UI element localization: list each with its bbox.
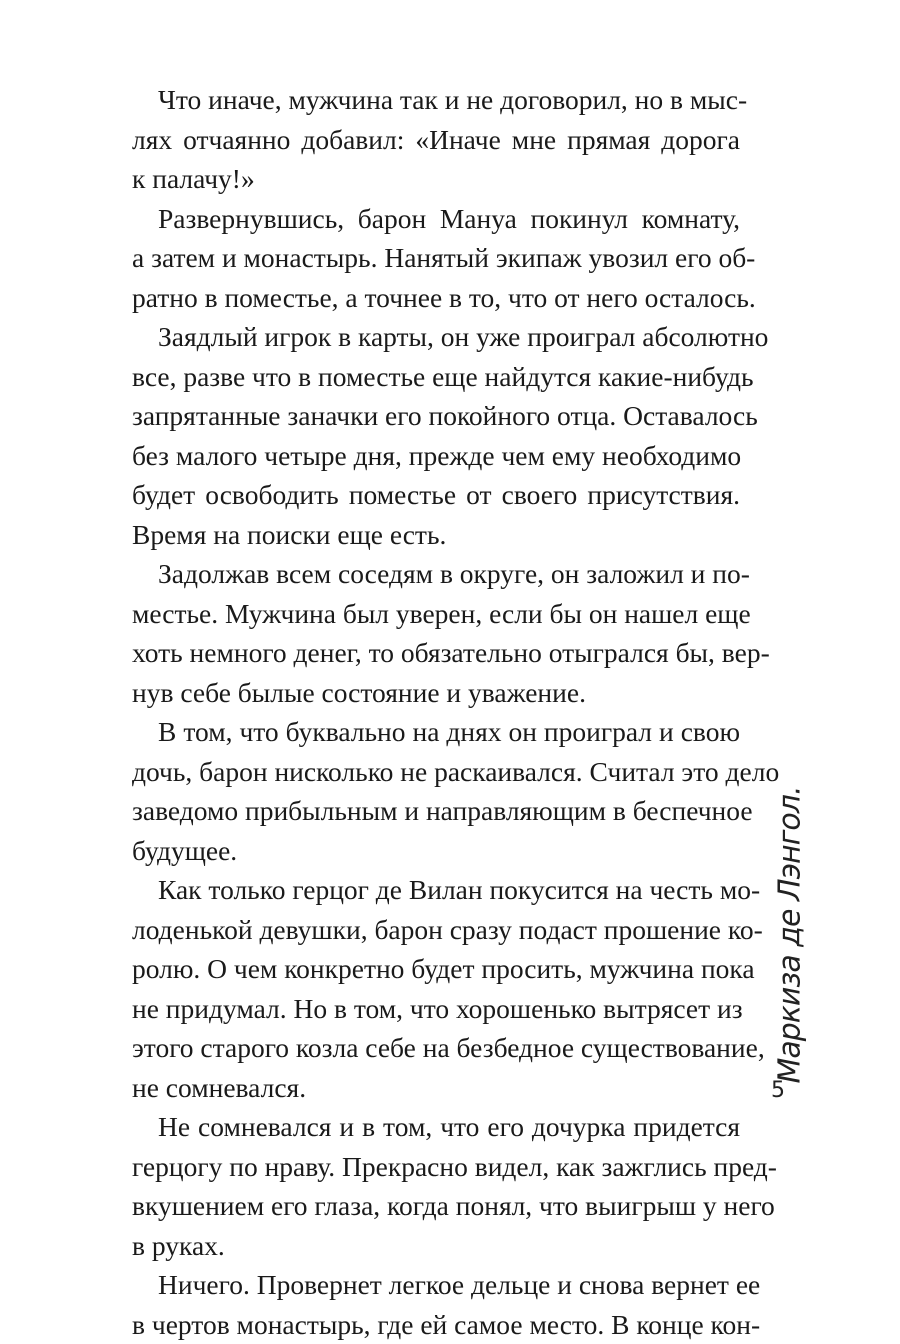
text-line: заведомо прибыльным и направляющим в беспечное (132, 791, 740, 831)
text-line: Задолжав всем соседям в округе, он заложил и по- (132, 554, 740, 594)
text-line: Не сомневался и в том, что его дочурка придется (132, 1107, 740, 1147)
text-line: В том, что буквально на днях он проиграл и свою (132, 712, 740, 752)
text-line: дочь, барон нисколько не раскаивался. Считал это дело (132, 752, 740, 792)
text-line: без малого четыре дня, прежде чем ему необходимо (132, 436, 740, 476)
text-line: местье. Мужчина был уверен, если бы он нашел еще (132, 594, 740, 634)
page-number: 5 (765, 1078, 791, 1103)
text-line: Время на поиски еще есть. (132, 515, 740, 555)
text-line: Заядлый игрок в карты, он уже проиграл абсолютно (132, 317, 740, 357)
text-line: Развернувшись, барон Мануа покинул комнату, (132, 199, 740, 239)
text-line: будет освободить поместье от своего присутствия. (132, 475, 740, 515)
text-line: не сомневался. (132, 1068, 740, 1108)
text-line: Что иначе, мужчина так и не договорил, но в мыс- (132, 80, 740, 120)
text-line: этого старого козла себе на безбедное существование, (132, 1028, 740, 1068)
author-signature (738, 830, 842, 1040)
text-line: запрятанные заначки его покойного отца. Оставалось (132, 396, 740, 436)
text-line: а затем и монастырь. Нанятый экипаж увозил его об- (132, 238, 740, 278)
text-line: к палачу!» (132, 159, 740, 199)
text-line: в чертов монастырь, где ей самое место. В конце кон- (132, 1305, 740, 1344)
text-line: Ничего. Провернет легкое дельце и снова вернет ее (132, 1265, 740, 1305)
text-line: ратно в поместье, а точнее в то, что от него осталось. (132, 278, 740, 318)
text-line: в руках. (132, 1226, 740, 1266)
text-line: лоденькой девушки, барон сразу подаст прошение ко- (132, 910, 740, 950)
body-text (132, 80, 740, 1344)
author-signature-text: Маркиза де Лэнгол. (773, 787, 808, 1084)
text-line: вкушением его глаза, когда понял, что выигрыш у него (132, 1186, 740, 1226)
text-line: лях отчаянно добавил: «Иначе мне прямая дорога (132, 120, 740, 160)
text-line: хоть немного денег, то обязательно отыгрался бы, вер- (132, 633, 740, 673)
text-line: нув себе былые состояние и уважение. (132, 673, 740, 713)
text-line: ролю. О чем конкретно будет просить, мужчина пока (132, 949, 740, 989)
text-line: все, разве что в поместье еще найдутся какие-нибудь (132, 357, 740, 397)
text-line: Как только герцог де Вилан покусится на честь мо- (132, 870, 740, 910)
text-line: не придумал. Но в том, что хорошенько вытрясет из (132, 989, 740, 1029)
text-line: герцогу по нраву. Прекрасно видел, как зажглись пред- (132, 1147, 740, 1187)
text-line: будущее. (132, 831, 740, 871)
